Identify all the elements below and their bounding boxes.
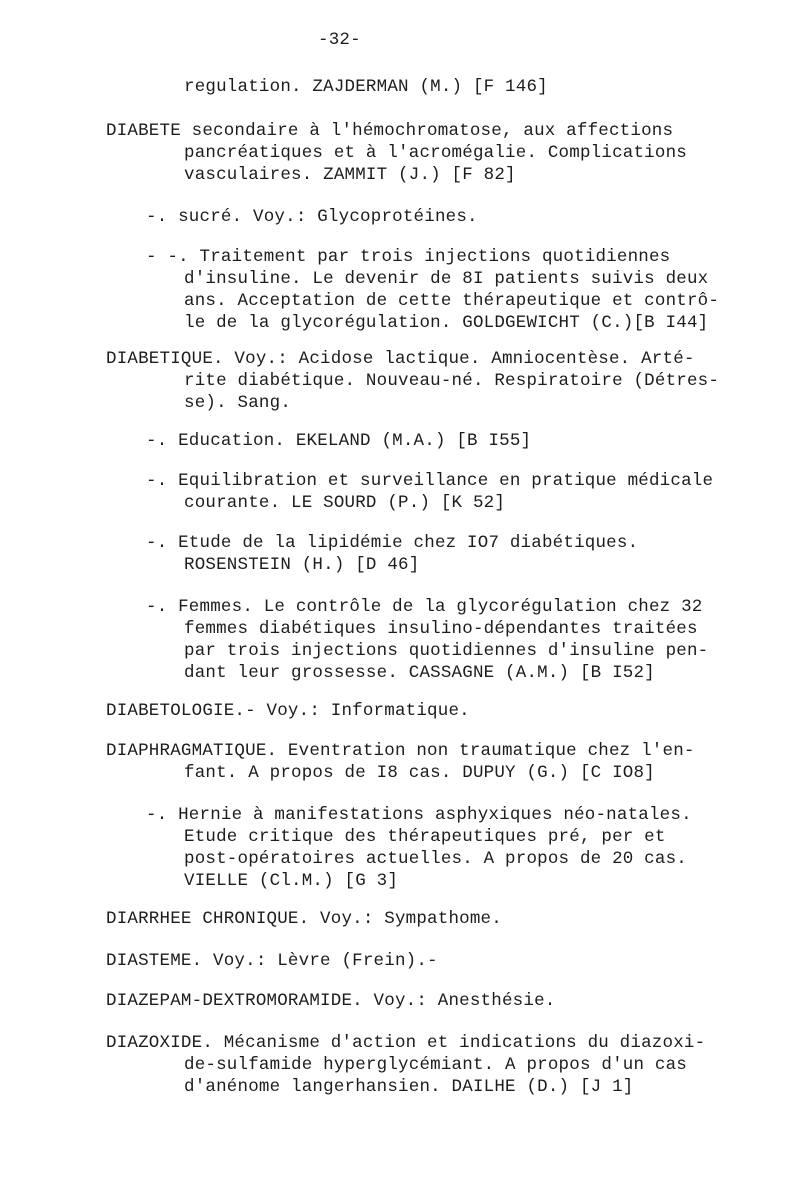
entry-heading-line: DIABETE secondaire à l'hémochromatose, aux affections [106,121,674,141]
subentry-line: -. Education. EKELAND (M.A.) [B I55] [146,431,532,451]
text-line: rite diabétique. Nouveau-né. Respiratoire (Détres- [184,371,720,391]
text-line: post-opératoires actuelles. A propos de 20 cas. [184,849,687,869]
text-line: femmes diabétiques insulino-dépendantes traitées [184,619,698,639]
page-number: -32- [318,30,361,50]
subentry-line: -. Equilibration et surveillance en pratique médicale [146,471,714,491]
entry-heading-line: DIASTEME. Voy.: Lèvre (Frein).- [106,951,438,971]
entry-heading-line: DIAZOXIDE. Mécanisme d'action et indications du diazoxi- [106,1033,706,1053]
entry-heading-line: DIARRHEE CHRONIQUE. Voy.: Sympathome. [106,909,502,929]
text-line: fant. A propos de I8 cas. DUPUY (G.) [C IO8] [184,763,655,783]
text-line: d'insuline. Le devenir de 8I patients suivis deux [184,269,709,289]
subentry-line: - -. Traitement par trois injections quotidiennes [146,247,671,267]
text-line: pancréatiques et à l'acromégalie. Complications [184,143,687,163]
subentry-line: -. Femmes. Le contrôle de la glycorégulation chez 32 [146,597,703,617]
text-line: Etude critique des thérapeutiques pré, per et [184,827,666,847]
subentry-line: -. Etude de la lipidémie chez IO7 diabétiques. [146,533,639,553]
text-line: dant leur grossesse. CASSAGNE (A.M.) [B I52] [184,663,655,683]
text-line: ans. Acceptation de cette thérapeutique et contrô- [184,291,720,311]
text-line: le de la glycorégulation. GOLDGEWICHT (C.)[B I44] [184,313,709,333]
subentry-line: -. sucré. Voy.: Glycoprotéines. [146,207,478,227]
entry-heading-line: DIABETIQUE. Voy.: Acidose lactique. Amniocentèse. Arté- [106,349,695,369]
text-line: par trois injections quotidiennes d'insuline pen- [184,641,709,661]
text-line: se). Sang. [184,393,292,413]
text-line: ROSENSTEIN (H.) [D 46] [184,555,420,575]
text-line: regulation. ZAJDERMAN (M.) [F 146] [184,77,548,97]
subentry-line: -. Hernie à manifestations asphyxiques néo-natales. [146,805,692,825]
text-line: de-sulfamide hyperglycémiant. A propos d'un cas [184,1055,687,1075]
text-line: vasculaires. ZAMMIT (J.) [F 82] [184,165,516,185]
entry-heading-line: DIABETOLOGIE.- Voy.: Informatique. [106,701,470,721]
entry-heading-line: DIAZEPAM-DEXTROMORAMIDE. Voy.: Anesthésie. [106,991,556,1011]
text-line: d'anénome langerhansien. DAILHE (D.) [J 1] [184,1077,634,1097]
text-line: courante. LE SOURD (P.) [K 52] [184,493,506,513]
entry-heading-line: DIAPHRAGMATIQUE. Eventration non traumatique chez l'en- [106,741,695,761]
text-line: VIELLE (Cl.M.) [G 3] [184,871,399,891]
